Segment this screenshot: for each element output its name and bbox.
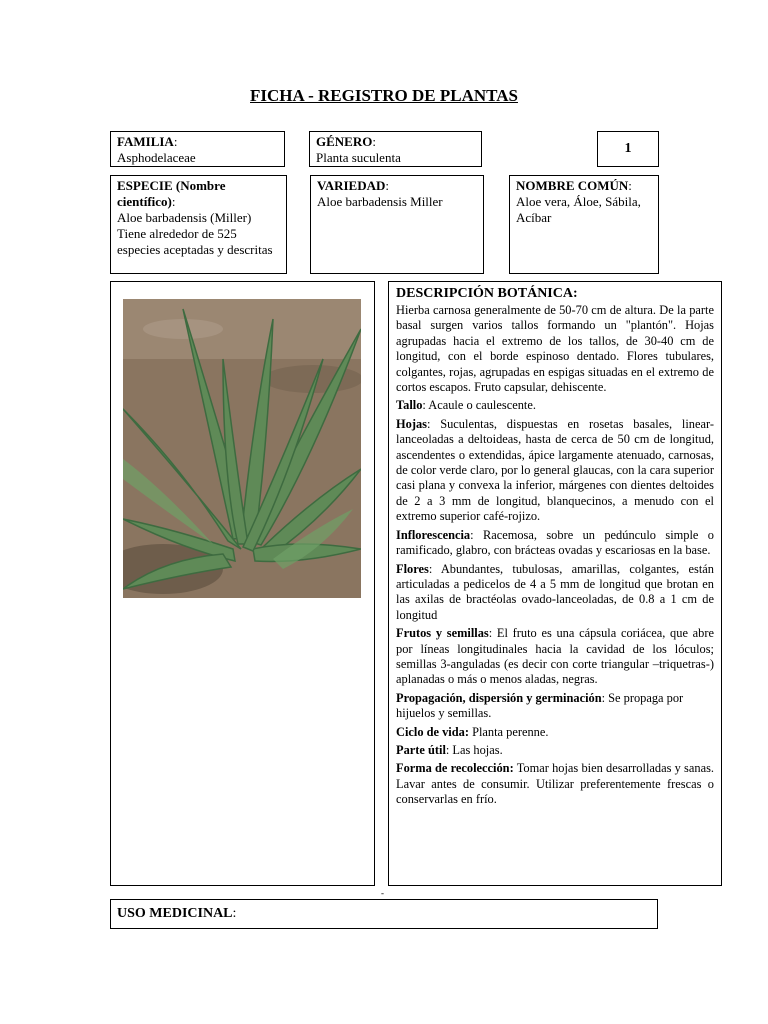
descripcion-title: DESCRIPCIÓN BOTÁNICA:: [396, 286, 578, 301]
recoleccion-section: Forma de recolección: Tomar hojas bien desarrolladas y sanas. Lavar antes de consumir. Utilizar preferentemente frescas o conservarlas en frío.: [396, 761, 714, 807]
record-number: 1: [597, 131, 659, 167]
uso-medicinal-label: USO MEDICINAL: [117, 906, 233, 921]
nombre-comun-box: NOMBRE COMÚN: Aloe vera, Áloe, Sábila, Acíbar: [509, 175, 659, 274]
parte-util-section: Parte útil: Las hojas.: [396, 742, 503, 757]
divider-mark: -: [381, 888, 384, 898]
inflorescencia-section: Inflorescencia: Racemosa, sobre un pedúnculo simple o ramificado, glabro, con brácteas ovadas y escariosas en la base.: [396, 527, 714, 558]
uso-medicinal-box: USO MEDICINAL:: [110, 899, 658, 929]
page-title: FICHA - REGISTRO DE PLANTAS: [250, 86, 518, 105]
nombre-comun-label: NOMBRE COMÚN: [516, 178, 629, 193]
especie-label: ESPECIE (Nombre científico): [117, 178, 226, 209]
descripcion-intro: Hierba carnosa generalmente de 50-70 cm de altura. De la parte basal surgen varios tallos formando un "plantón". Hojas agrupadas hacia el extremo de los tallos, de 30-40 cm de longitud, con el borde espinoso dentado. Flores tubulares, colgantes, rojas, agrupadas en espigas situadas en el extremo de cortos escapos. Fruto capsular, dehiscente.: [396, 303, 714, 395]
variedad-value: Aloe barbadensis Miller: [317, 194, 443, 209]
nombre-comun-value: Aloe vera, Áloe, Sábila, Acíbar: [516, 194, 641, 225]
especie-value: Aloe barbadensis (Miller): [117, 210, 252, 225]
hojas-section: Hojas: Suculentas, dispuestas en rosetas basales, linear-lanceoladas a deltoideas, hasta de cerca de 50 cm de longitud, ascendentes o extendidas, ápice largamente atenuado, carnosas, de color verde claro, por lo general glaucas, con la cara superior casi plana y convexa la inferior, márgenes con dientes deltoides de 2 a 3 mm de longitud, blanquecinos, a menudo con el extremo superior café-rojizo.: [396, 416, 714, 524]
propagacion-section: Propagación, dispersión y germinación: Se propaga por hijuelos y semillas.: [396, 690, 684, 721]
photo-frame: [110, 281, 375, 886]
tallo-section: Tallo: Acaule o caulescente.: [396, 398, 536, 413]
genero-value: Planta suculenta: [316, 150, 401, 165]
especie-box: ESPECIE (Nombre científico): Aloe barbadensis (Miller) Tiene alrededor de 525 especies aceptadas y descritas: [110, 175, 287, 274]
genero-label: GÉNERO: [316, 134, 373, 149]
familia-box: FAMILIA: Asphodelaceae: [110, 131, 285, 167]
flores-section: Flores: Abundantes, tubulosas, amarillas, colgantes, están articuladas a pedicelos de 4 a 5 mm de longitud que brotan en las axilas de bractéolas ovado-lanceoladas, de 0.8 a 1 cm de longitud: [396, 561, 714, 622]
especie-extra: Tiene alrededor de 525 especies aceptadas y descritas: [117, 226, 273, 257]
aloe-plant-photo: [123, 299, 361, 598]
frutos-section: Frutos y semillas: El fruto es una cápsula coriácea, que abre por líneas longitudinales hacia la cavidad de los lóculos; semillas 3-anguladas (es decir con corte triangular –triquetras-) aplanadas o más o menos aladas, negras.: [396, 626, 714, 687]
familia-label: FAMILIA: [117, 134, 174, 149]
familia-value: Asphodelaceae: [117, 150, 196, 165]
variedad-box: VARIEDAD: Aloe barbadensis Miller: [310, 175, 484, 274]
ciclo-section: Ciclo de vida: Planta perenne.: [396, 724, 549, 739]
genero-box: GÉNERO: Planta suculenta: [309, 131, 482, 167]
descripcion-botanica: [388, 281, 722, 886]
variedad-label: VARIEDAD: [317, 178, 386, 193]
